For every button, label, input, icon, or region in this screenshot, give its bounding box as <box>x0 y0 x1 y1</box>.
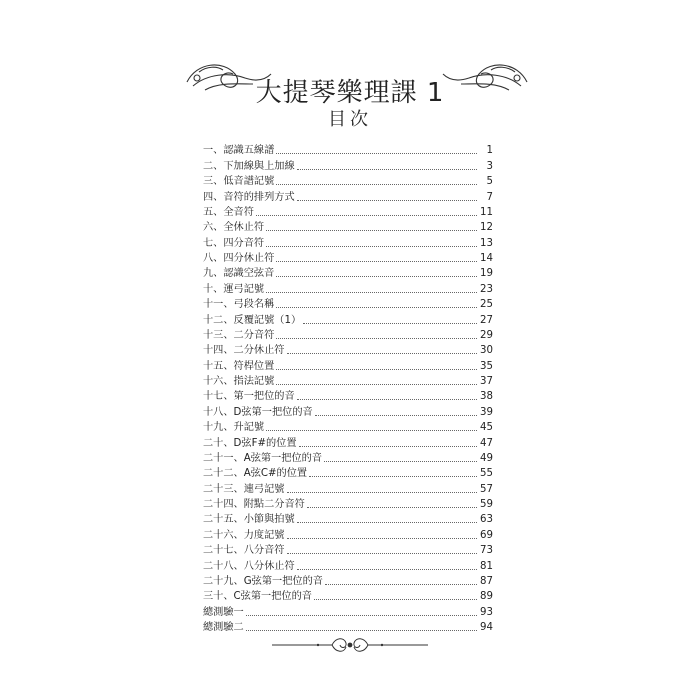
toc-entry-label: 二十五、小節與拍號 <box>203 514 295 526</box>
toc-entry-label: 二十一、A弦第一把位的音 <box>203 452 323 464</box>
toc-entry <box>203 250 493 265</box>
toc-entry <box>203 327 493 342</box>
toc-entry-page-number: 23 <box>480 283 493 295</box>
toc-entry <box>203 588 493 603</box>
toc-entry-label: 十、運弓記號 <box>203 283 265 295</box>
toc-dot-leader <box>324 461 477 462</box>
toc-entry-label: 四、音符的排列方式 <box>203 191 295 203</box>
toc-entry <box>203 542 493 557</box>
toc-entry-page-number: 39 <box>480 406 493 418</box>
toc-entry <box>203 526 493 541</box>
toc-entry-page-number: 69 <box>480 529 493 541</box>
toc-entry <box>203 603 493 618</box>
toc-dot-leader <box>287 553 478 554</box>
toc-entry-page-number: 47 <box>480 437 493 449</box>
toc-dot-leader <box>276 307 477 308</box>
toc-entry-page-number: 89 <box>480 591 493 603</box>
page-subtitle: 目次 <box>328 109 372 130</box>
toc-dot-leader <box>287 492 478 493</box>
toc-dot-leader <box>276 369 477 370</box>
toc-entry <box>203 511 493 526</box>
toc-entry <box>203 465 493 480</box>
toc-entry-page-number: 30 <box>480 345 493 357</box>
toc-dot-leader <box>315 415 477 416</box>
toc-entry <box>203 450 493 465</box>
page-title: 大提琴樂理課 1 <box>255 78 445 108</box>
toc-entry <box>203 280 493 295</box>
toc-entry-label: 二十三、連弓記號 <box>203 483 285 495</box>
toc-entry-label: 十九、升記號 <box>203 422 265 434</box>
toc-entry-page-number: 73 <box>480 545 493 557</box>
toc-entry-label: 十五、符桿位置 <box>203 360 275 372</box>
toc-entry <box>203 265 493 280</box>
toc-entry-page-number: 29 <box>480 329 493 341</box>
toc-entry-page-number: 25 <box>480 299 493 311</box>
toc-entry-page-number: 87 <box>480 575 493 587</box>
toc-entry-page-number: 81 <box>480 560 493 572</box>
toc-entry <box>203 342 493 357</box>
toc-entry-label: 九、認識空弦音 <box>203 268 275 280</box>
toc-entry-label: 十三、二分音符 <box>203 329 275 341</box>
toc-dot-leader <box>303 323 477 324</box>
toc-entry-page-number: 13 <box>480 237 493 249</box>
toc-dot-leader <box>276 276 477 277</box>
toc-dot-leader <box>276 384 477 385</box>
toc-entry-label: 二十四、附點二分音符 <box>203 499 305 510</box>
toc-entry <box>203 311 493 326</box>
toc-dot-leader <box>276 261 477 262</box>
toc-entry-page-number: 19 <box>480 268 493 280</box>
toc-entry <box>203 480 493 495</box>
toc-dot-leader <box>276 153 477 154</box>
toc-entry-page-number: 55 <box>480 468 493 480</box>
toc-entry-label: 二十九、G弦第一把位的音 <box>203 575 323 587</box>
toc-dot-leader <box>309 476 477 477</box>
toc-entry-page-number: 49 <box>480 452 493 464</box>
toc-entry <box>203 188 493 203</box>
toc-entry-label: 十六、指法記號 <box>203 376 275 387</box>
toc-dot-leader <box>314 599 477 600</box>
toc-entry <box>203 619 493 634</box>
toc-entry-page-number: 45 <box>480 422 493 434</box>
toc-dot-leader <box>325 584 477 585</box>
toc-entry-page-number: 59 <box>480 499 493 510</box>
toc-entry-page-number: 38 <box>480 391 493 403</box>
toc-entry-label: 二十八、八分休止符 <box>203 560 295 572</box>
toc-entry-label: 二、下加線與上加線 <box>203 160 295 172</box>
toc-entry-label: 十二、反覆記號（1） <box>203 314 302 326</box>
toc-entry-label: 總測驗一 <box>203 606 244 618</box>
toc-dot-leader <box>266 246 477 247</box>
toc-entry <box>203 434 493 449</box>
toc-entry-page-number: 37 <box>480 376 493 387</box>
toc-entry-label: 三、低音譜記號 <box>203 176 275 188</box>
toc-entry <box>203 403 493 418</box>
toc-dot-leader <box>297 569 477 570</box>
toc-dot-leader <box>246 615 477 616</box>
toc-entry-page-number: 12 <box>480 222 493 234</box>
toc-entry-label: 總測驗二 <box>203 622 244 633</box>
toc-dot-leader <box>297 169 477 170</box>
toc-entry-page-number: 35 <box>480 360 493 372</box>
toc-dot-leader <box>287 353 478 354</box>
toc-dot-leader <box>266 230 477 231</box>
toc-dot-leader <box>276 184 477 185</box>
toc-entry-label: 二十、D弦F#的位置 <box>203 437 297 449</box>
toc-entry <box>203 496 493 511</box>
table-of-contents <box>203 142 493 634</box>
toc-entry <box>203 234 493 249</box>
toc-entry-label: 十一、弓段名稱 <box>203 299 275 311</box>
toc-entry-page-number: 1 <box>486 145 493 157</box>
toc-entry <box>203 419 493 434</box>
toc-dot-leader <box>307 507 477 508</box>
toc-entry-page-number: 5 <box>486 176 493 188</box>
toc-entry <box>203 157 493 172</box>
toc-entry <box>203 296 493 311</box>
toc-entry-label: 五、全音符 <box>203 206 254 218</box>
toc-entry <box>203 557 493 572</box>
toc-entry <box>203 573 493 588</box>
toc-dot-leader <box>256 215 477 216</box>
toc-entry-page-number: 57 <box>480 483 493 495</box>
toc-entry-label: 二十六、力度記號 <box>203 529 285 541</box>
toc-entry-label: 八、四分休止符 <box>203 253 275 264</box>
toc-entry-label: 三十、C弦第一把位的音 <box>203 591 312 603</box>
toc-entry-label: 十七、第一把位的音 <box>203 391 295 403</box>
toc-entry-label: 一、認識五線譜 <box>203 145 275 157</box>
toc-entry-label: 十八、D弦第一把位的音 <box>203 406 313 418</box>
toc-entry-page-number: 27 <box>480 314 493 326</box>
toc-dot-leader <box>297 522 477 523</box>
flourish-ornament-bottom-icon <box>270 634 430 656</box>
toc-entry <box>203 204 493 219</box>
toc-entry-label: 二十七、八分音符 <box>203 545 285 557</box>
toc-entry <box>203 388 493 403</box>
toc-dot-leader <box>297 399 477 400</box>
toc-entry-page-number: 3 <box>486 160 493 172</box>
toc-entry-page-number: 14 <box>480 253 493 264</box>
toc-entry-page-number: 63 <box>480 514 493 526</box>
toc-entry-page-number: 7 <box>486 191 493 203</box>
toc-dot-leader <box>266 292 477 293</box>
toc-dot-leader <box>266 430 477 431</box>
toc-entry-label: 六、全休止符 <box>203 222 265 234</box>
toc-entry-page-number: 93 <box>480 606 493 618</box>
toc-entry <box>203 357 493 372</box>
toc-entry <box>203 373 493 388</box>
toc-dot-leader <box>246 630 477 631</box>
toc-dot-leader <box>297 200 477 201</box>
toc-dot-leader <box>287 538 478 539</box>
toc-entry <box>203 142 493 157</box>
toc-entry <box>203 219 493 234</box>
toc-entry-page-number: 11 <box>480 206 493 218</box>
toc-dot-leader <box>299 446 477 447</box>
toc-entry <box>203 173 493 188</box>
toc-entry-page-number: 94 <box>480 622 493 633</box>
toc-dot-leader <box>276 338 477 339</box>
toc-entry-label: 二十二、A弦C#的位置 <box>203 468 308 480</box>
toc-entry-label: 十四、二分休止符 <box>203 345 285 357</box>
toc-entry-label: 七、四分音符 <box>203 237 265 249</box>
